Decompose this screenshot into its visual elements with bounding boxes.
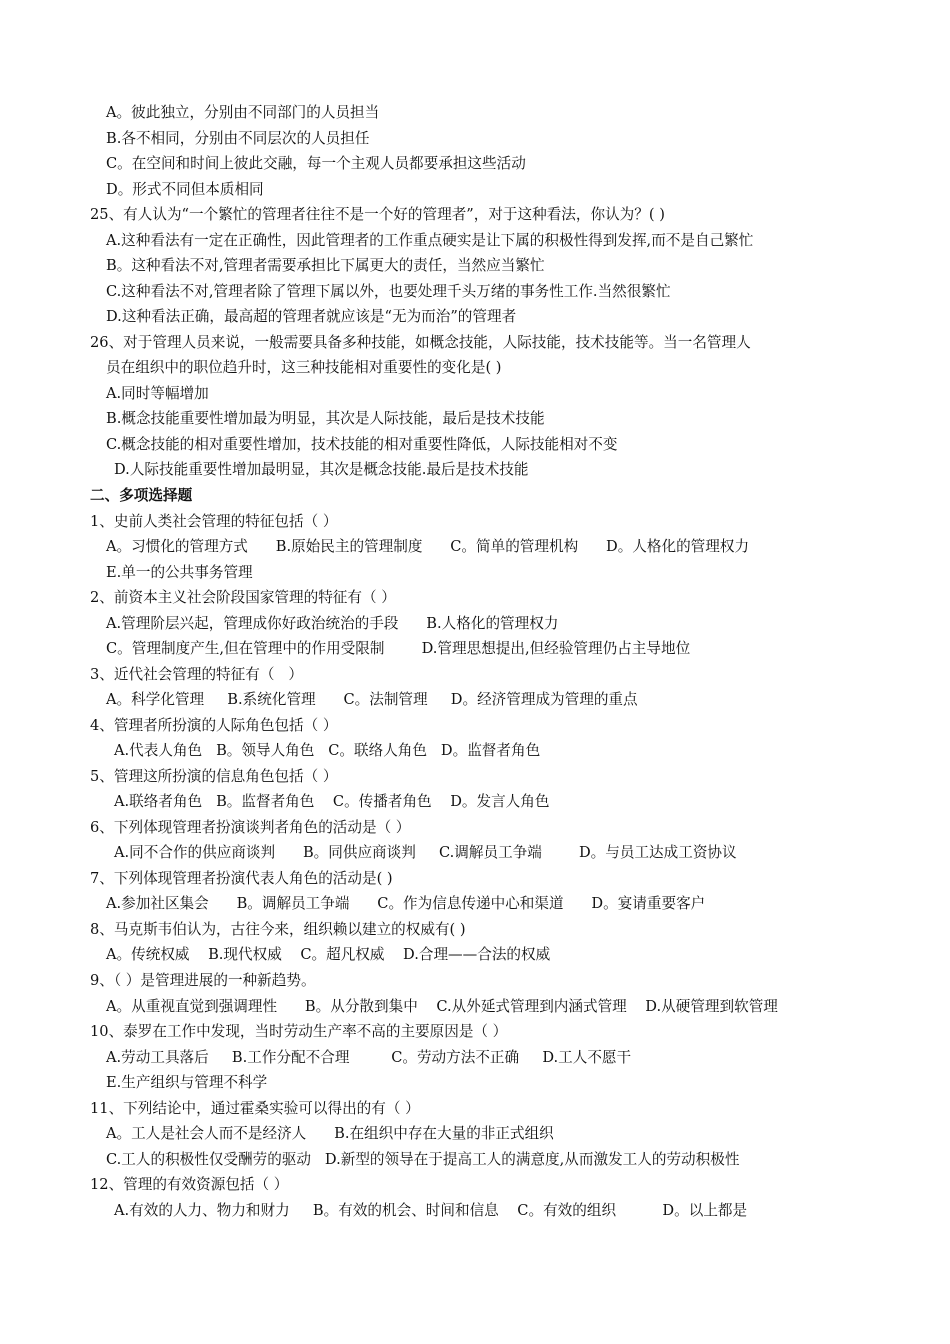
option-line: A.联络者角色 B。监督者角色 C。传播者角色 D。发言人角色 <box>114 793 550 810</box>
option-line: A。彼此独立，分别由不同部门的人员担当 <box>106 104 380 121</box>
question-line: 3、近代社会管理的特征有（ ） <box>90 666 303 683</box>
option-line: C。管理制度产生,但在管理中的作用受限制 D.管理思想提出,但经验管理仍占主导地位 <box>106 640 691 657</box>
option-line: A.代表人角色 B。领导人角色 C。联络人角色 D。监督者角色 <box>114 742 541 759</box>
question-line: 6、下列体现管理者扮演谈判者角色的活动是（ ） <box>90 819 411 836</box>
question-line: 5、管理这所扮演的信息角色包括（ ） <box>90 768 338 785</box>
option-line: A。传统权威 B.现代权威 C。超凡权威 D.合理——合法的权威 <box>106 946 551 963</box>
question-line: 2、前资本主义社会阶段国家管理的特征有（ ） <box>90 589 396 606</box>
option-line: B.各不相同，分别由不同层次的人员担任 <box>106 130 370 147</box>
option-line: C.这种看法不对,管理者除了管理下属以外，也要处理千头万绪的事务性工作.当然很繁忙 <box>106 283 671 300</box>
option-line: A.有效的人力、物力和财力 B。有效的机会、时间和信息 C。有效的组织 D。以上都是 <box>114 1202 748 1219</box>
question-line: 12、管理的有效资源包括（ ） <box>90 1176 289 1193</box>
question-line: 9、（ ）是管理进展的一种新趋势。 <box>90 972 316 989</box>
question-line: 员在组织中的职位趋升时，这三种技能相对重要性的变化是( ) <box>106 359 502 376</box>
question-line: 25、有人认为“一个繁忙的管理者往往不是一个好的管理者”，对于这种看法，你认为？( ) <box>90 206 665 223</box>
option-line: E.单一的公共事务管理 <box>106 564 253 581</box>
option-line: C.概念技能的相对重要性增加，技术技能的相对重要性降低，人际技能相对不变 <box>106 436 618 453</box>
option-line: A.参加社区集会 B。调解员工争端 C。作为信息传递中心和渠道 D。宴请重要客户 <box>106 895 706 912</box>
question-line: 11、下列结论中，通过霍桑实验可以得出的有（ ） <box>90 1100 420 1117</box>
question-line: 4、管理者所扮演的人际角色包括（ ） <box>90 717 338 734</box>
option-line: C.工人的积极性仅受酬劳的驱动 D.新型的领导在于提高工人的满意度,从而激发工人的劳动积极性 <box>106 1151 740 1168</box>
option-line: A。科学化管理 B.系统化管理 C。法制管理 D。经济管理成为管理的重点 <box>106 691 638 708</box>
question-line: 10、泰罗在工作中发现，当时劳动生产率不高的主要原因是（ ） <box>90 1023 508 1040</box>
question-line: 26、对于管理人员来说，一般需要具备多种技能，如概念技能，人际技能，技术技能等。当一名管理人 <box>90 334 751 351</box>
section-heading: 二、多项选择题 <box>90 487 193 504</box>
option-line: D.人际技能重要性增加最明显，其次是概念技能.最后是技术技能 <box>114 461 529 478</box>
option-line: B.概念技能重要性增加最为明显，其次是人际技能，最后是技术技能 <box>106 410 545 427</box>
option-line: A。工人是社会人而不是经济人 B.在组织中存在大量的非正式组织 <box>106 1125 554 1142</box>
option-line: A.管理阶层兴起，管理成你好政治统治的手段 B.人格化的管理权力 <box>106 615 559 632</box>
option-line: A。从重视直觉到强调理性 B。从分散到集中 C.从外延式管理到内涵式管理 D.从硬管理到软管理 <box>106 998 778 1015</box>
option-line: A.同时等幅增加 <box>106 385 209 402</box>
question-line: 1、史前人类社会管理的特征包括（ ） <box>90 513 338 530</box>
option-line: B。这种看法不对,管理者需要承担比下属更大的责任，当然应当繁忙 <box>106 257 545 274</box>
option-line: D.这种看法正确，最高超的管理者就应该是“无为而治”的管理者 <box>106 308 517 325</box>
option-line: D。形式不同但本质相同 <box>106 181 264 198</box>
option-line: E.生产组织与管理不科学 <box>106 1074 268 1091</box>
option-line: A.这种看法有一定在正确性，因此管理者的工作重点硬实是让下属的积极性得到发挥,而不是自己繁忙 <box>106 232 754 249</box>
option-line: A。习惯化的管理方式 B.原始民主的管理制度 C。简单的管理机构 D。人格化的管理权力 <box>106 538 750 555</box>
option-line: A.同不合作的供应商谈判 B。同供应商谈判 C.调解员工争端 D。与员工达成工资协议 <box>114 844 737 861</box>
option-line: C。在空间和时间上彼此交融，每一个主观人员都要承担这些活动 <box>106 155 526 172</box>
question-line: 7、下列体现管理者扮演代表人角色的活动是( ) <box>90 870 393 887</box>
option-line: A.劳动工具落后 B.工作分配不合理 C。劳动方法不正确 D.工人不愿干 <box>106 1049 632 1066</box>
question-line: 8、马克斯韦伯认为，古往今来，组织赖以建立的权威有( ) <box>90 921 466 938</box>
